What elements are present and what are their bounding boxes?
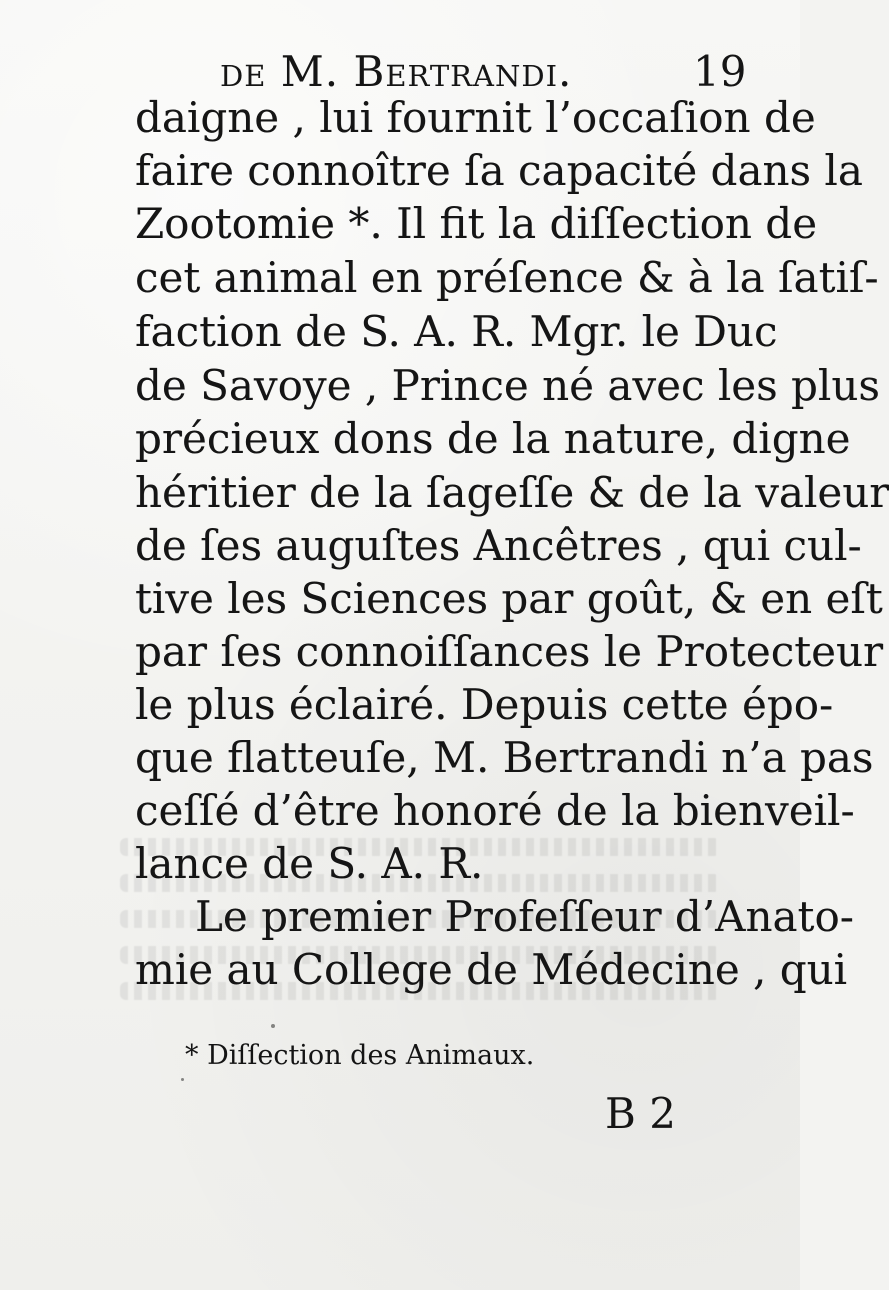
- footnote: * Diſſection des Animaux.: [185, 1040, 535, 1071]
- text-line-content: de ſes auguſtes Ancêtres , qui cul-: [135, 521, 862, 570]
- text-line-content: Le premier Profeſſeur d’Anato-: [195, 892, 854, 941]
- text-line: [0, 573, 883, 631]
- text-line-content: faire connoître ſa capacité dans la: [135, 146, 863, 195]
- text-line-content: daigne , lui fournit l’occaſion de: [135, 93, 816, 142]
- ink-speck: [271, 1024, 275, 1028]
- signature-mark: B 2: [605, 1089, 676, 1138]
- text-line: [0, 838, 800, 896]
- text-line: [0, 626, 884, 684]
- ink-speck: [181, 1078, 184, 1081]
- text-line: [0, 679, 834, 737]
- text-line: [0, 413, 851, 471]
- text-line: [0, 891, 854, 949]
- text-line-content: lance de S. A. R.: [135, 839, 484, 888]
- page-number: 19: [693, 47, 747, 96]
- text-line-content: cet animal en préſence & à la ſatiſ-: [135, 253, 879, 302]
- text-line: [0, 198, 818, 256]
- text-line-content: faction de S. A. R. Mgr. le Duc: [135, 307, 778, 356]
- text-line: [0, 306, 800, 364]
- text-line-content: ceſſé d’être honoré de la bienveil-: [135, 786, 855, 835]
- text-line: [0, 252, 879, 310]
- text-line-content: mie au College de Médecine , qui: [135, 945, 848, 994]
- text-line-content: le plus éclairé. Depuis cette épo-: [135, 680, 834, 729]
- text-line-content: tive les Sciences par goût, & en eſt: [135, 574, 883, 623]
- text-line: [0, 520, 862, 578]
- text-line-content: Zootomie *. Il fit la diſſection de: [135, 199, 818, 248]
- text-line: [0, 785, 855, 843]
- text-line-content: précieux dons de la nature, digne: [135, 414, 851, 463]
- text-line: [0, 944, 848, 1002]
- text-line-content: de Savoye , Prince né avec les plus: [135, 361, 880, 410]
- header-title: de M. Bertrandi.: [220, 47, 573, 96]
- text-line: [0, 92, 816, 150]
- text-line-content: que flatteuſe, M. Bertrandi n’a pas: [135, 733, 874, 782]
- text-line: [0, 467, 889, 525]
- main-text: [0, 92, 889, 1012]
- text-line: [0, 360, 880, 418]
- text-line: [0, 145, 863, 203]
- text-line: [0, 732, 874, 790]
- text-line-content: par ſes connoiſſances le Protecteur: [135, 627, 884, 676]
- text-line-content: héritier de la ſageſſe & de la valeur: [135, 468, 889, 517]
